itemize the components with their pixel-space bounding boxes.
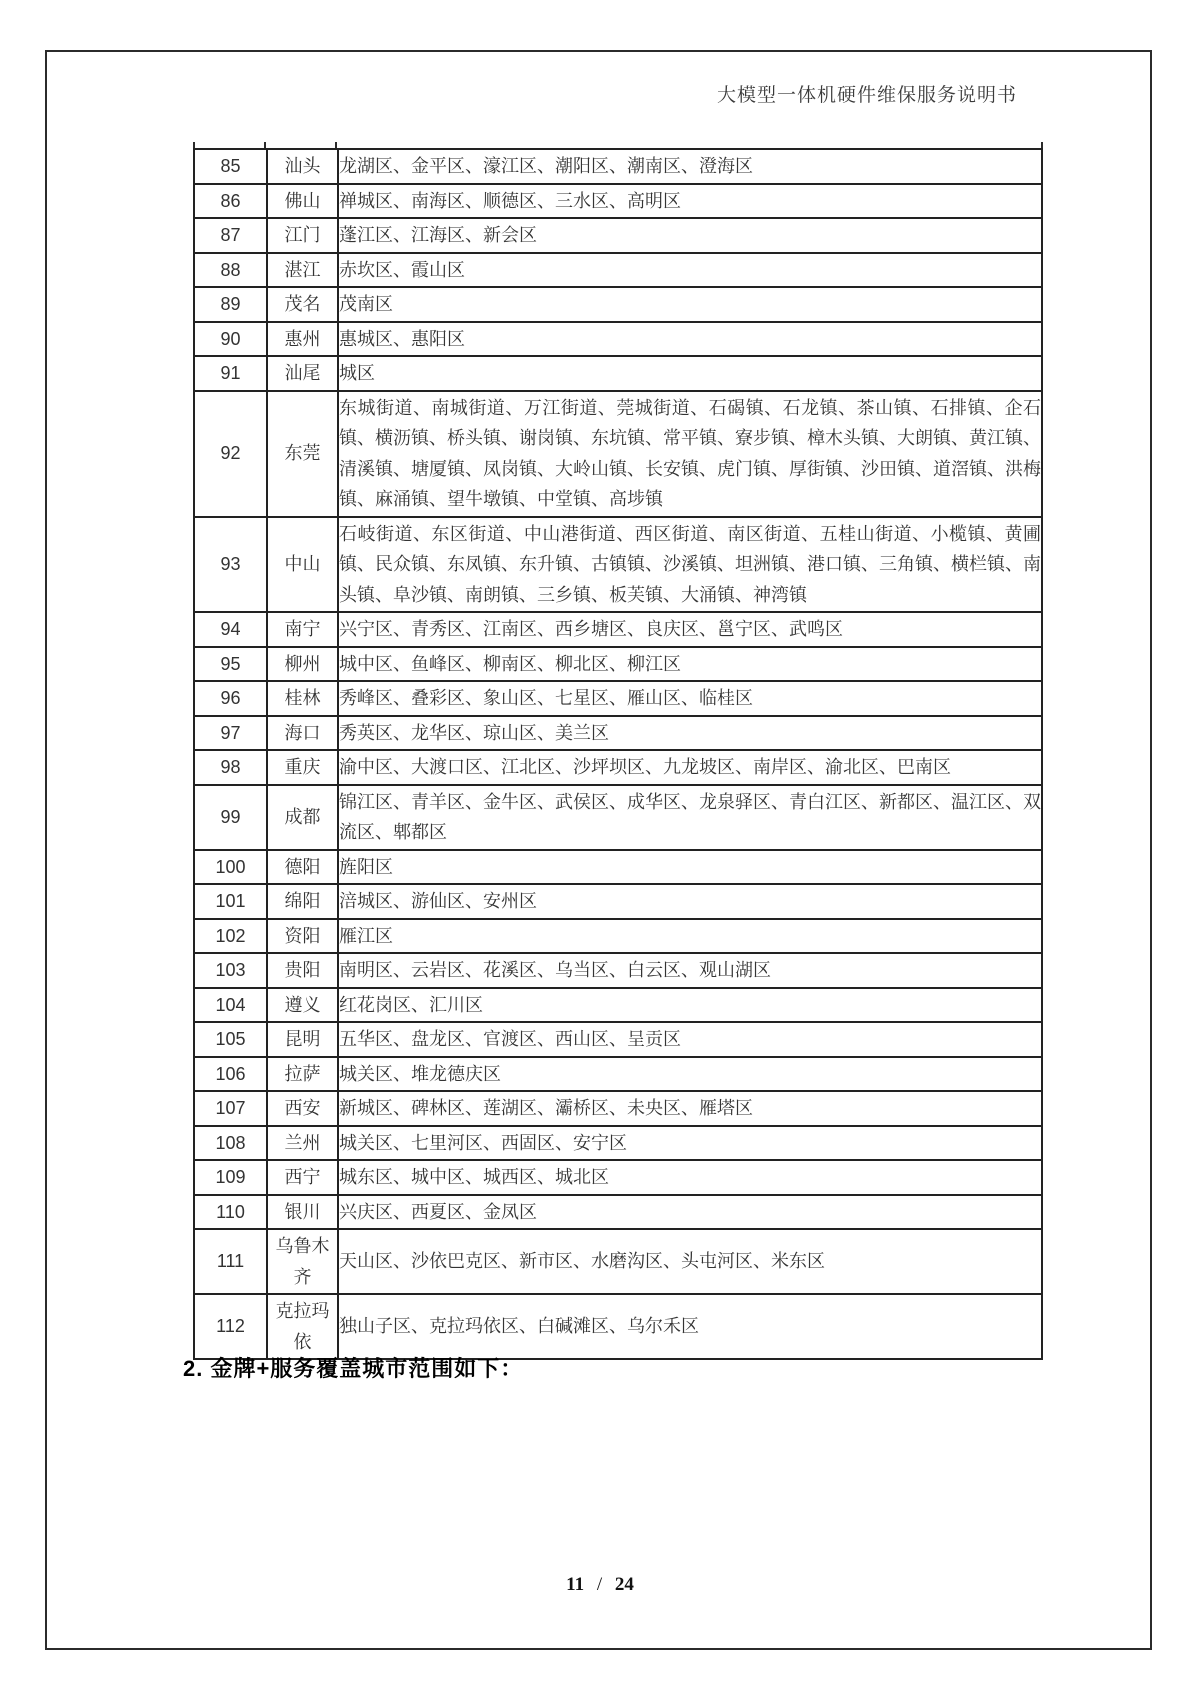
city-name: 佛山 [267, 184, 338, 219]
district-list: 惠城区、惠阳区 [338, 322, 1042, 357]
city-name: 湛江 [267, 253, 338, 288]
row-number: 99 [194, 785, 267, 850]
row-number: 111 [194, 1229, 267, 1294]
city-name: 绵阳 [267, 884, 338, 919]
district-list: 蓬江区、江海区、新会区 [338, 218, 1042, 253]
table-row [194, 391, 1042, 517]
district-list: 城东区、城中区、城西区、城北区 [338, 1160, 1042, 1195]
table-continuation-marks [193, 142, 1043, 148]
table-row [194, 356, 1042, 391]
city-name: 重庆 [267, 750, 338, 785]
city-name: 东莞 [267, 391, 338, 517]
row-number: 105 [194, 1022, 267, 1057]
table-row [194, 253, 1042, 288]
city-name: 成都 [267, 785, 338, 850]
city-name: 汕尾 [267, 356, 338, 391]
city-name: 银川 [267, 1195, 338, 1230]
row-number: 91 [194, 356, 267, 391]
table-row [194, 184, 1042, 219]
district-list: 天山区、沙依巴克区、新市区、水磨沟区、头屯河区、米东区 [338, 1229, 1042, 1294]
tick-mark [1041, 142, 1043, 148]
row-number: 88 [194, 253, 267, 288]
district-list: 城关区、堆龙德庆区 [338, 1057, 1042, 1092]
city-name: 茂名 [267, 287, 338, 322]
district-list: 独山子区、克拉玛依区、白碱滩区、乌尔禾区 [338, 1294, 1042, 1359]
table-row [194, 1126, 1042, 1161]
table-row [194, 1091, 1042, 1126]
district-list: 秀峰区、叠彩区、象山区、七星区、雁山区、临桂区 [338, 681, 1042, 716]
row-number: 100 [194, 850, 267, 885]
table-row [194, 1057, 1042, 1092]
city-name: 海口 [267, 716, 338, 751]
city-name: 江门 [267, 218, 338, 253]
row-number: 108 [194, 1126, 267, 1161]
row-number: 86 [194, 184, 267, 219]
row-number: 104 [194, 988, 267, 1023]
row-number: 92 [194, 391, 267, 517]
district-list: 石岐街道、东区街道、中山港街道、西区街道、南区街道、五桂山街道、小榄镇、黄圃镇、民众镇、东凤镇、东升镇、古镇镇、沙溪镇、坦洲镇、港口镇、三角镇、横栏镇、南头镇、阜沙镇、南朗镇、三乡镇、板芙镇、大涌镇、神湾镇 [338, 517, 1042, 613]
city-name: 贵阳 [267, 953, 338, 988]
table-row [194, 850, 1042, 885]
district-list: 涪城区、游仙区、安州区 [338, 884, 1042, 919]
table-row [194, 988, 1042, 1023]
table-row [194, 953, 1042, 988]
city-name: 遵义 [267, 988, 338, 1023]
row-number: 101 [194, 884, 267, 919]
service-coverage-table-section [193, 142, 1043, 1360]
coverage-table-body [194, 149, 1042, 1359]
table-row [194, 785, 1042, 850]
district-list: 龙湖区、金平区、濠江区、潮阳区、潮南区、澄海区 [338, 149, 1042, 184]
section-heading: 2. 金牌+服务覆盖城市范围如下： [183, 1356, 524, 1381]
district-list: 秀英区、龙华区、琼山区、美兰区 [338, 716, 1042, 751]
row-number: 102 [194, 919, 267, 954]
district-list: 渝中区、大渡口区、江北区、沙坪坝区、九龙坡区、南岸区、渝北区、巴南区 [338, 750, 1042, 785]
table-row [194, 322, 1042, 357]
city-name: 中山 [267, 517, 338, 613]
city-name: 桂林 [267, 681, 338, 716]
row-number: 96 [194, 681, 267, 716]
table-row [194, 612, 1042, 647]
table-row [194, 1294, 1042, 1359]
row-number: 106 [194, 1057, 267, 1092]
city-name: 兰州 [267, 1126, 338, 1161]
document-title-header: 大模型一体机硬件维保服务说明书 [716, 85, 1017, 106]
row-number: 89 [194, 287, 267, 322]
city-name: 拉萨 [267, 1057, 338, 1092]
city-name: 汕头 [267, 149, 338, 184]
city-name: 昆明 [267, 1022, 338, 1057]
row-number: 95 [194, 647, 267, 682]
table-row [194, 1195, 1042, 1230]
city-name: 南宁 [267, 612, 338, 647]
tick-mark [264, 142, 266, 148]
district-list: 赤坎区、霞山区 [338, 253, 1042, 288]
district-list: 禅城区、南海区、顺德区、三水区、高明区 [338, 184, 1042, 219]
district-list: 兴宁区、青秀区、江南区、西乡塘区、良庆区、邕宁区、武鸣区 [338, 612, 1042, 647]
district-list: 红花岗区、汇川区 [338, 988, 1042, 1023]
row-number: 103 [194, 953, 267, 988]
table-row [194, 218, 1042, 253]
city-name: 西安 [267, 1091, 338, 1126]
table-row [194, 1229, 1042, 1294]
district-list: 城关区、七里河区、西固区、安宁区 [338, 1126, 1042, 1161]
row-number: 107 [194, 1091, 267, 1126]
city-name: 克拉玛依 [267, 1294, 338, 1359]
city-name: 柳州 [267, 647, 338, 682]
table-row [194, 716, 1042, 751]
tick-mark [193, 142, 195, 148]
city-name: 惠州 [267, 322, 338, 357]
table-row [194, 1160, 1042, 1195]
row-number: 112 [194, 1294, 267, 1359]
page-separator: / [596, 1574, 603, 1595]
city-name: 乌鲁木齐 [267, 1229, 338, 1294]
district-list: 兴庆区、西夏区、金凤区 [338, 1195, 1042, 1230]
coverage-table [193, 148, 1043, 1360]
district-list: 城区 [338, 356, 1042, 391]
row-number: 90 [194, 322, 267, 357]
table-row [194, 287, 1042, 322]
district-list: 南明区、云岩区、花溪区、乌当区、白云区、观山湖区 [338, 953, 1042, 988]
table-row [194, 919, 1042, 954]
tick-mark [335, 142, 337, 148]
row-number: 109 [194, 1160, 267, 1195]
table-row [194, 149, 1042, 184]
row-number: 110 [194, 1195, 267, 1230]
district-list: 东城街道、南城街道、万江街道、莞城街道、石碣镇、石龙镇、茶山镇、石排镇、企石镇、横沥镇、桥头镇、谢岗镇、东坑镇、常平镇、寮步镇、樟木头镇、大朗镇、黄江镇、清溪镇、塘厦镇、凤岗镇、大岭山镇、长安镇、虎门镇、厚街镇、沙田镇、道滘镇、洪梅镇、麻涌镇、望牛墩镇、中堂镇、高埗镇 [338, 391, 1042, 517]
district-list: 新城区、碑林区、莲湖区、灞桥区、未央区、雁塔区 [338, 1091, 1042, 1126]
table-row [194, 681, 1042, 716]
district-list: 城中区、鱼峰区、柳南区、柳北区、柳江区 [338, 647, 1042, 682]
row-number: 93 [194, 517, 267, 613]
row-number: 97 [194, 716, 267, 751]
district-list: 雁江区 [338, 919, 1042, 954]
row-number: 85 [194, 149, 267, 184]
table-row [194, 1022, 1042, 1057]
district-list: 旌阳区 [338, 850, 1042, 885]
table-row [194, 750, 1042, 785]
row-number: 98 [194, 750, 267, 785]
city-name: 资阳 [267, 919, 338, 954]
city-name: 德阳 [267, 850, 338, 885]
table-row [194, 517, 1042, 613]
page-number: 11 [566, 1574, 585, 1595]
district-list: 五华区、盘龙区、官渡区、西山区、呈贡区 [338, 1022, 1042, 1057]
row-number: 87 [194, 218, 267, 253]
row-number: 94 [194, 612, 267, 647]
district-list: 茂南区 [338, 287, 1042, 322]
district-list: 锦江区、青羊区、金牛区、武侯区、成华区、龙泉驿区、青白江区、新都区、温江区、双流区、郫都区 [338, 785, 1042, 850]
table-row [194, 647, 1042, 682]
city-name: 西宁 [267, 1160, 338, 1195]
table-row [194, 884, 1042, 919]
page-footer [0, 1574, 1200, 1596]
page-total: 24 [614, 1574, 634, 1595]
